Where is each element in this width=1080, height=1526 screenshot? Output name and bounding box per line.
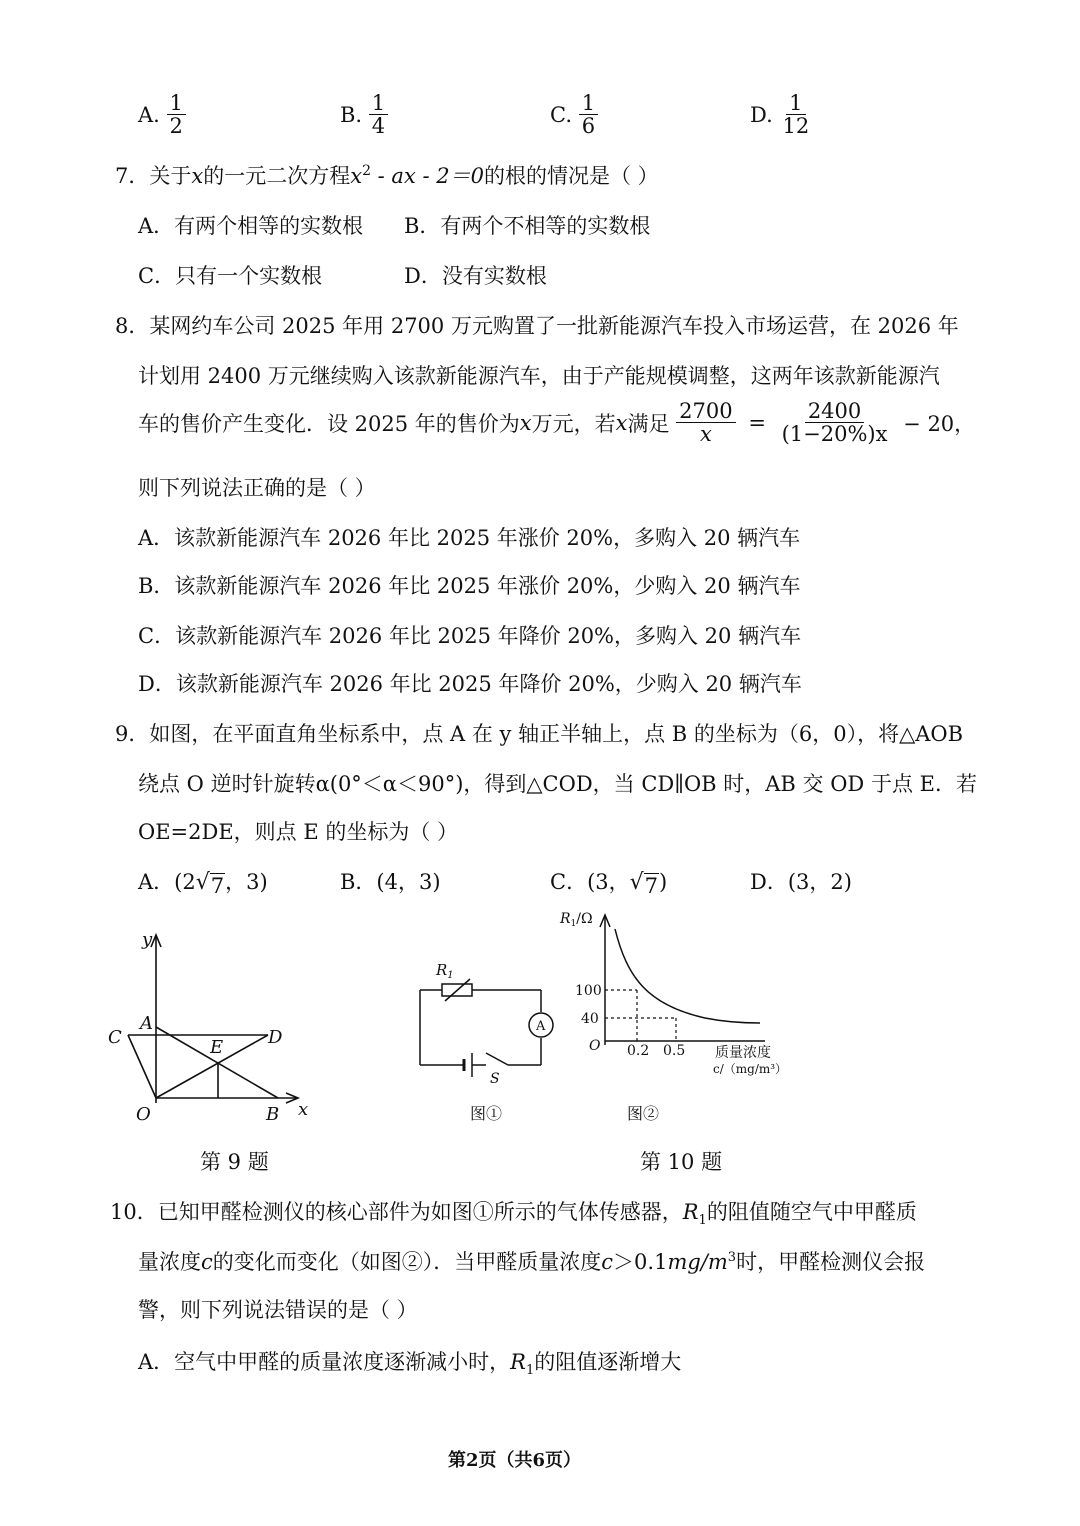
q9-option-c: C．(3， √ 7 ) [550,870,668,898]
figure-10-subcaption-1: 图① [470,1104,503,1123]
fraction: $\frac{1}{4}$ [369,92,388,137]
tick-40: 40 [581,1011,599,1027]
sqrt: √ 7 [195,870,225,898]
label-d: D [268,1027,283,1048]
q8-option-c: C．该款新能源汽车 2026 年比 2025 年降价 20%，多购入 20 辆汽车 [138,624,802,648]
q9-option-b: B．(4，3) [340,870,441,894]
label-o: O [136,1104,151,1125]
fraction: $\frac{1}{6}$ [579,92,598,137]
graph-x-label-1: 质量浓度 [715,1045,771,1061]
q6-option-c: C. $\frac{1}{6}$ [550,92,598,137]
q7-option-c: C．只有一个实数根 [138,264,323,288]
q6-option-b: B. $\frac{1}{4}$ [340,92,388,137]
q10-line-3: 警，则下列说法错误的是（ ） [138,1298,418,1322]
fraction: $\frac{1}{12}$ [782,91,810,139]
q7-option-b: B．有两个不相等的实数根 [404,214,651,238]
label-c: C [108,1027,122,1048]
label-b: B [266,1104,280,1125]
figure-9-diagram [100,925,330,1135]
q8-line-3: 车的售价产生变化．设 2025 年的售价为x万元，若x满足 $\frac{2700}{x}$ = $\frac{2400}{(1-20\%)x}$ − 20， [138,399,976,447]
q8-line-2: 计划用 2400 万元继续购入该款新能源汽车，由于产能规模调整，这两年该款新能源汽 [138,364,940,388]
q7-option-d: D．没有实数根 [404,264,547,288]
label-y: y [142,929,153,950]
graph-y-label: $R_1/\Omega$ [560,911,593,929]
q8-option-b: B．该款新能源汽车 2026 年比 2025 年涨价 20%，少购入 20 辆汽车 [138,574,801,598]
label-x: x [298,1099,309,1120]
q9-option-a: A．(2 √ 7 ，3) [138,870,268,898]
label-switch: S [490,1071,500,1087]
q8-line-1: 8．某网约车公司 2025 年用 2700 万元购置了一批新能源汽车投入市场运营，在 2026 年 [115,314,959,338]
q6-option-a: A. $\frac{1}{2}$ [138,92,186,137]
fraction-2400-over-expr: $\frac{2400}{(1-20\%)x}$ [781,399,888,447]
page-footer: 第2页（共6页） [448,1450,582,1471]
figure-10-subcaption-2: 图② [627,1104,660,1123]
figure-10-circuit [400,955,560,1130]
q10-line-2: 量浓度c的变化而变化（如图②）．当甲醛质量浓度$c>0.1mg/m^3$时，甲醛检测仪会报 [138,1250,926,1274]
q8-option-d: D．该款新能源汽车 2026 年比 2025 年降价 20%，少购入 20 辆汽车 [138,672,802,696]
figure-9-caption: 第 9 题 [200,1150,269,1174]
variable-arrow [445,979,470,1001]
q7-stem: 7．关于x的一元二次方程$x^2$ - ax - 2＝0的根的情况是（ ） [115,163,659,188]
q7-option-a: A．有两个相等的实数根 [138,214,364,238]
q8-option-a: A．该款新能源汽车 2026 年比 2025 年涨价 20%，多购入 20 辆汽车 [138,526,801,550]
sqrt: √ 7 [629,870,659,898]
q9-line-2: 绕点 O 逆时针旋转α(0°＜α＜90°)，得到△COD，当 CD∥OB 时，AB 交 OD 于点 E．若 [138,772,977,796]
q9-option-d: D．(3，2) [750,870,852,894]
tick-0-5: 0.5 [663,1043,686,1059]
label-e: E [210,1037,224,1058]
fraction: $\frac{1}{2}$ [167,92,186,137]
tick-0-2: 0.2 [627,1043,650,1059]
q9-line-3: OE=2DE，则点 E 的坐标为（ ） [138,820,459,844]
figure-10-graph [555,905,825,1130]
q9-line-1: 9．如图，在平面直角坐标系中，点 A 在 y 轴正半轴上，点 B 的坐标为（6，0），将△AOB [115,722,964,746]
label-ammeter: A [536,1019,546,1034]
tick-100: 100 [575,983,602,999]
q10-line-1: 10．已知甲醛检测仪的核心部件为如图①所示的气体传感器，$R_1$的阻值随空气中甲醛质 [110,1200,917,1229]
label-a: A [140,1013,153,1034]
graph-x-label-2: c/（mg/m³） [713,1062,788,1076]
q10-option-a: A．空气中甲醛的质量浓度逐渐减小时，$R_1$的阻值逐渐增大 [138,1350,682,1379]
switch-blade [486,1053,508,1065]
q6-option-d: D. $\frac{1}{12}$ [750,92,812,137]
fraction-2700-over-x: $\frac{2700}{x}$ [676,400,735,445]
segment-oc [128,1035,156,1098]
label-r1: $R_1$ [436,961,454,981]
q8-line-4: 则下列说法正确的是（ ） [138,476,376,500]
graph-origin: O [589,1038,601,1054]
figure-10-caption: 第 10 题 [640,1150,723,1174]
